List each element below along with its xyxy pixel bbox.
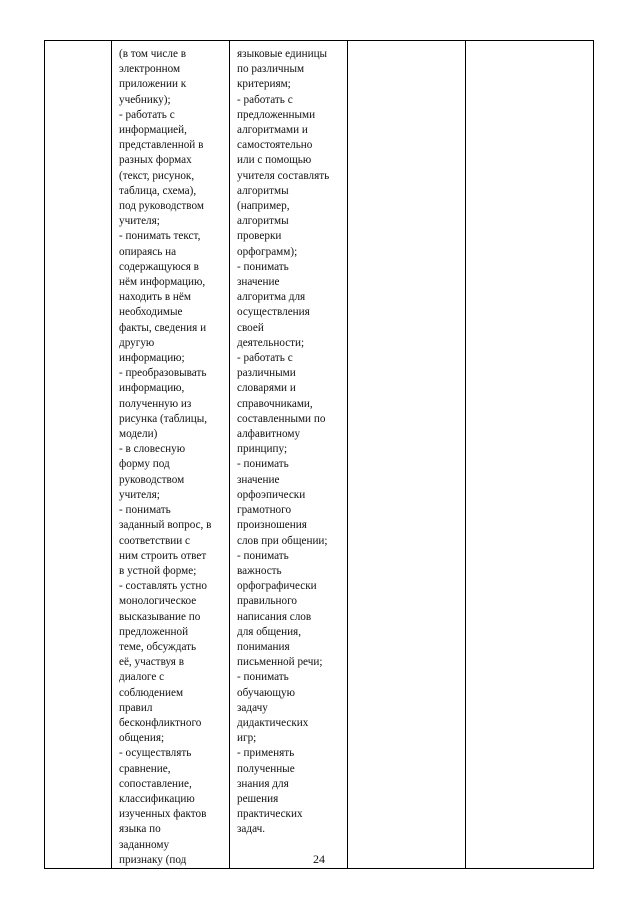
- text-line: своей: [237, 321, 264, 334]
- text-line: словарями и: [237, 382, 296, 395]
- text-line: рисунка (таблицы,: [119, 412, 208, 425]
- text-line: факты, сведения и: [119, 321, 207, 334]
- text-line: учителя;: [119, 488, 160, 501]
- text-line: (например,: [237, 200, 290, 213]
- text-line: для общения,: [237, 625, 302, 638]
- text-line: по различным: [237, 63, 305, 76]
- text-line: произношения: [237, 519, 307, 532]
- text-line: предложенной: [119, 625, 189, 638]
- text-line: полученную из: [119, 397, 192, 410]
- text-line: алгоритмами и: [237, 124, 308, 137]
- text-line: диалоге с: [119, 671, 165, 684]
- text-line: опираясь на: [119, 245, 177, 258]
- text-line: составленными по: [237, 412, 326, 425]
- text-line: (текст, рисунок,: [119, 169, 195, 182]
- table-cell-column-3: [230, 41, 348, 869]
- cell-text-column-2: [112, 41, 229, 868]
- text-line: важность: [237, 564, 282, 577]
- text-line: модели): [119, 428, 158, 441]
- text-line: общения;: [119, 732, 165, 745]
- text-line: информацию;: [119, 352, 185, 365]
- text-line: критериям;: [237, 78, 291, 91]
- text-line: деятельности;: [237, 336, 305, 349]
- text-line: орфографически: [237, 580, 317, 593]
- text-line: - работать с: [237, 352, 293, 365]
- text-line: дидактических: [237, 716, 309, 729]
- table-cell-column-1: [45, 41, 112, 869]
- text-line: написания слов: [237, 610, 312, 623]
- text-line: полученные: [237, 762, 295, 775]
- text-line: электронном: [119, 63, 181, 76]
- text-line: - понимать: [237, 549, 289, 562]
- text-line: - работать с: [237, 93, 293, 106]
- text-line: осуществления: [237, 306, 310, 319]
- text-line: проверки: [237, 230, 282, 243]
- text-line: другую: [119, 336, 155, 349]
- text-line: сопоставление,: [119, 777, 192, 790]
- text-line: письменной речи;: [237, 656, 323, 669]
- text-line: задачу: [237, 701, 268, 714]
- text-line: орфограмм);: [237, 245, 298, 258]
- text-line: её, участвуя в: [119, 656, 185, 669]
- text-line: алфавитному: [237, 428, 301, 441]
- text-line: таблица, схема),: [119, 184, 197, 197]
- text-line: алгоритмы: [237, 184, 289, 197]
- text-line: языковые единицы: [237, 48, 328, 60]
- text-line: языка по: [119, 823, 161, 836]
- text-line: практических: [237, 808, 303, 821]
- text-line: содержащуюся в: [119, 260, 199, 273]
- text-line: монологическое: [119, 595, 197, 608]
- text-line: классификацию: [119, 792, 195, 805]
- text-line: предложенными: [237, 108, 316, 121]
- text-line: знания для: [237, 777, 289, 790]
- text-line: игр;: [237, 732, 257, 745]
- text-line: заданный вопрос, в: [119, 519, 212, 532]
- text-line: орфоэпически: [237, 488, 306, 501]
- text-line: - работать с: [119, 108, 175, 121]
- table-cell-column-2: [112, 41, 230, 869]
- text-line: правильного: [237, 595, 297, 608]
- text-line: заданному: [119, 838, 170, 851]
- planning-table: [44, 40, 594, 869]
- text-line: алгоритмы: [237, 215, 289, 228]
- text-line: представленной в: [119, 139, 204, 152]
- text-line: изученных фактов: [119, 808, 207, 821]
- text-line: соблюдением: [119, 686, 184, 699]
- text-line: справочниками,: [237, 397, 313, 410]
- table-cell-column-4: [348, 41, 466, 869]
- text-line: задач.: [237, 823, 266, 836]
- text-line: - понимать: [237, 671, 289, 684]
- text-line: руководством: [119, 473, 185, 486]
- text-line: находить в нём: [119, 291, 191, 304]
- text-line: значение: [237, 276, 280, 289]
- text-line: самостоятельно: [237, 139, 313, 152]
- text-line: грамотного: [237, 504, 292, 517]
- text-line: информацию,: [119, 382, 185, 395]
- text-line: признаку (под: [119, 853, 187, 866]
- text-line: информацией,: [119, 124, 187, 137]
- text-line: сравнение,: [119, 762, 171, 775]
- text-line: - понимать: [119, 504, 171, 517]
- text-line: в устной форме;: [119, 564, 197, 577]
- text-line: необходимые: [119, 306, 183, 319]
- text-line: или с помощью: [237, 154, 312, 167]
- text-line: понимания: [237, 640, 290, 653]
- text-line: учителя составлять: [237, 169, 330, 182]
- text-line: ним строить ответ: [119, 549, 207, 562]
- text-line: обучающую: [237, 686, 295, 699]
- text-line: соответствии с: [119, 534, 190, 547]
- text-line: разных формах: [119, 154, 192, 167]
- text-line: правил: [119, 701, 153, 714]
- text-line: теме, обсуждать: [119, 640, 197, 653]
- text-line: - применять: [237, 747, 295, 760]
- text-line: - понимать: [237, 458, 289, 471]
- text-line: (в том числе в: [119, 48, 187, 60]
- text-line: форму под: [119, 458, 170, 471]
- text-line: - осуществлять: [119, 747, 192, 760]
- text-line: - составлять устно: [119, 580, 207, 593]
- page-number: 24: [313, 852, 325, 866]
- text-line: приложении к: [119, 78, 187, 91]
- text-line: принципу;: [237, 443, 288, 456]
- text-line: слов при общении;: [237, 534, 328, 547]
- table-row: [45, 41, 594, 869]
- text-line: - в словесную: [119, 443, 186, 456]
- text-line: - преобразовывать: [119, 367, 207, 380]
- text-line: решения: [237, 792, 279, 805]
- text-line: значение: [237, 473, 280, 486]
- text-line: нём информацию,: [119, 276, 206, 289]
- table-cell-column-5: [466, 41, 594, 869]
- text-line: бесконфликтного: [119, 716, 202, 729]
- text-line: алгоритма для: [237, 291, 306, 304]
- text-line: под руководством: [119, 200, 204, 213]
- text-line: учителя;: [119, 215, 160, 228]
- text-line: - понимать текст,: [119, 230, 201, 243]
- text-line: различными: [237, 367, 296, 380]
- cell-text-column-3: [230, 41, 347, 838]
- text-line: - понимать: [237, 260, 289, 273]
- text-line: учебнику);: [119, 93, 171, 106]
- text-line: высказывание по: [119, 610, 201, 623]
